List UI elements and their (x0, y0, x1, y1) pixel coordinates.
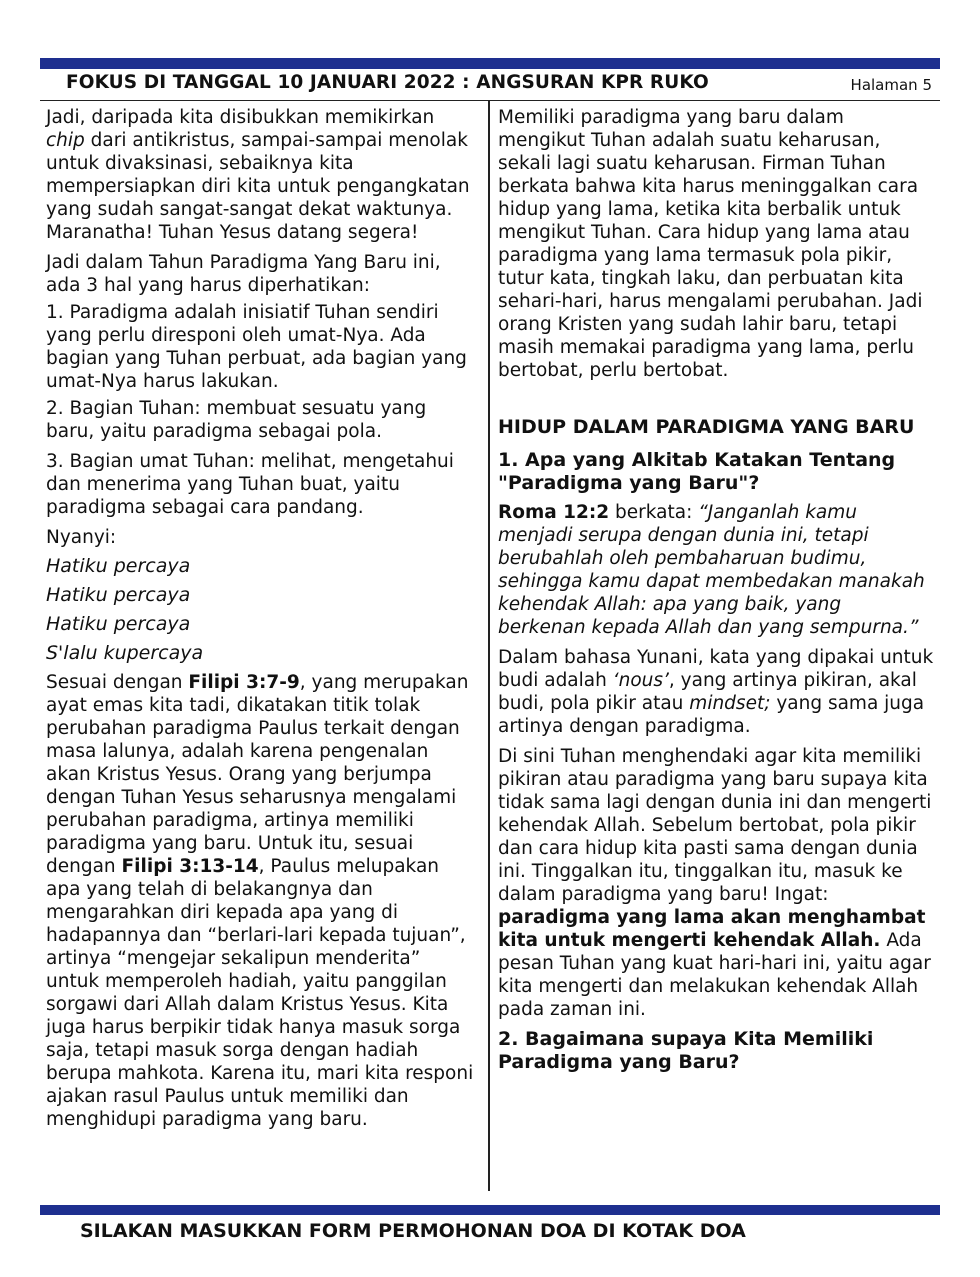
page-number: Halaman 5 (850, 76, 932, 94)
list-item: 2. Bagian Tuhan: membuat sesuatu yang baru, yaitu paradigma sebagai pola. (46, 398, 427, 442)
list-item: 3. Bagian umat Tuhan: melihat, mengetahui dan menerima yang Tuhan buat, yaitu paradigma sebagai cara pandang. (46, 451, 454, 518)
paragraph: Di sini Tuhan menghendaki agar kita memiliki pikiran atau paradigma yang baru supaya kita tidak sama lagi dengan dunia ini dan mengerti kehendak Allah. Sebelum bertobat, pola pikir dan cara hidup kita pasti sama dengan dunia ini. Tinggalkan itu, tinggalkan itu, masuk ke dalam paradigma yang baru! Ingat: paradigma yang lama akan menghambat kita untuk mengerti kehendak Allah. Ada pesan Tuhan yang kuat hari-hari ini, yaitu agar kita mengerti dan melakukan kehendak Allah pada zaman ini. (498, 746, 932, 1020)
left-column (46, 106, 476, 1138)
paragraph: Sesuai dengan Filipi 3:7-9, yang merupakan ayat emas kita tadi, dikatakan titik tolak perubahan paradigma Paulus terkait dengan masa lalunya, adalah karena pengenalan akan Kristus Yesus. Orang yang berjumpa dengan Tuhan Yesus seharusnya mengalami perubahan paradigma, artinya memiliki paradigma yang baru. Untuk itu, sesuai dengan Filipi 3:13-14, Paulus melupakan apa yang telah di belakangnya dan mengarahkan diri kepada apa yang di hadapannya dan “berlari-lari kepada tujuan”, artinya “mengejar sekalipun menderita” untuk memperoleh hadiah, yaitu panggilan sorgawi dari Allah dalam Kristus Yesus. Kita juga harus berpikir tidak hanya masuk sorga saja, tetapi masuk sorga dengan hadiah berupa mahkota. Karena itu, mari kita responi ajakan rasul Paulus untuk memiliki dan menghidupi paradigma yang baru. (46, 672, 474, 1130)
question-heading: 1. Apa yang Alkitab Katakan Tentang "Paradigma yang Baru"? (498, 449, 896, 494)
emphasis-chip: chip (46, 130, 85, 151)
paragraph: Jadi, daripada kita disibukkan memikirkan chip dari antikristus, sampai-sampai menolak untuk divaksinasi, sebaiknya kita mempersiapkan diri kita untuk pengangkatan yang sudah sangat-sangat dekat waktunya. Maranatha! Tuhan Yesus datang segera! (46, 107, 470, 243)
scripture-ref: Roma 12:2 (498, 502, 610, 523)
section-heading: HIDUP DALAM PARADIGMA YANG BARU (498, 416, 915, 438)
song-line: S'lalu kupercaya (46, 642, 204, 664)
list-item: 1. Paradigma adalah inisiatif Tuhan sendiri yang perlu diresponi oleh umat-Nya. Ada bagian yang Tuhan perbuat, ada bagian yang umat-Nya harus lakukan. (46, 302, 467, 392)
header-title: FOKUS DI TANGGAL 10 JANUARI 2022 : ANGSURAN KPR RUKO (66, 72, 709, 93)
question-heading: 2. Bagaimana supaya Kita Memiliki Paradigma yang Baru? (498, 1028, 874, 1073)
verse-quote: “Janganlah kamu menjadi serupa dengan dunia ini, tetapi berubahlah oleh pembaharuan budimu, sehingga kamu dapat membedakan manakah kehendak Allah: apa yang baik, yang berkenan kepada Allah dan yang sempurna.” (498, 502, 925, 638)
right-column (498, 106, 934, 1074)
footer-note: SILAKAN MASUKKAN FORM PERMOHONAN DOA DI KOTAK DOA (80, 1220, 746, 1242)
paragraph: Jadi dalam Tahun Paradigma Yang Baru ini, ada 3 hal yang harus diperhatikan: (46, 252, 441, 296)
sing-label: Nyanyi: (46, 527, 117, 548)
top-accent-bar (40, 58, 940, 69)
column-divider (488, 101, 490, 1191)
scripture-ref: Filipi 3:7-9 (188, 672, 300, 693)
emphasis-bold: paradigma yang lama akan menghambat kita untuk mengerti kehendak Allah. (498, 907, 926, 951)
verse-paragraph: Roma 12:2 berkata: “Janganlah kamu menjadi serupa dengan dunia ini, tetapi berubahlah oleh pembaharuan budimu, sehingga kamu dapat membedakan manakah kehendak Allah: apa yang baik, yang berkenan kepada Allah dan yang sempurna.” (498, 502, 925, 638)
paragraph: Dalam bahasa Yunani, kata yang dipakai untuk budi adalah ‘nous’, yang artinya pikiran, akal budi, pola pikir atau mindset; yang sama juga artinya dengan paradigma. (498, 647, 934, 737)
paragraph: Memiliki paradigma yang baru dalam mengikut Tuhan adalah suatu keharusan, sekali lagi suatu keharusan. Firman Tuhan berkata bahwa kita harus meninggalkan cara hidup yang lama, ketika kita berbalik untuk mengikut Tuhan. Cara hidup yang lama atau paradigma yang lama termasuk pola pikir, tutur kata, tingkah laku, dan perbuatan kita sehari-hari, harus mengalami perubahan. Jadi orang Kristen yang sudah lahir baru, tetapi masih memakai paradigma yang lama, perlu bertobat, perlu bertobat. (498, 107, 923, 381)
song-line: Hatiku percaya (46, 613, 191, 635)
song-line: Hatiku percaya (46, 584, 191, 606)
bottom-accent-bar (40, 1205, 940, 1215)
song-line: Hatiku percaya (46, 555, 191, 577)
page-header (40, 70, 940, 101)
scripture-ref: Filipi 3:13-14 (121, 856, 259, 877)
